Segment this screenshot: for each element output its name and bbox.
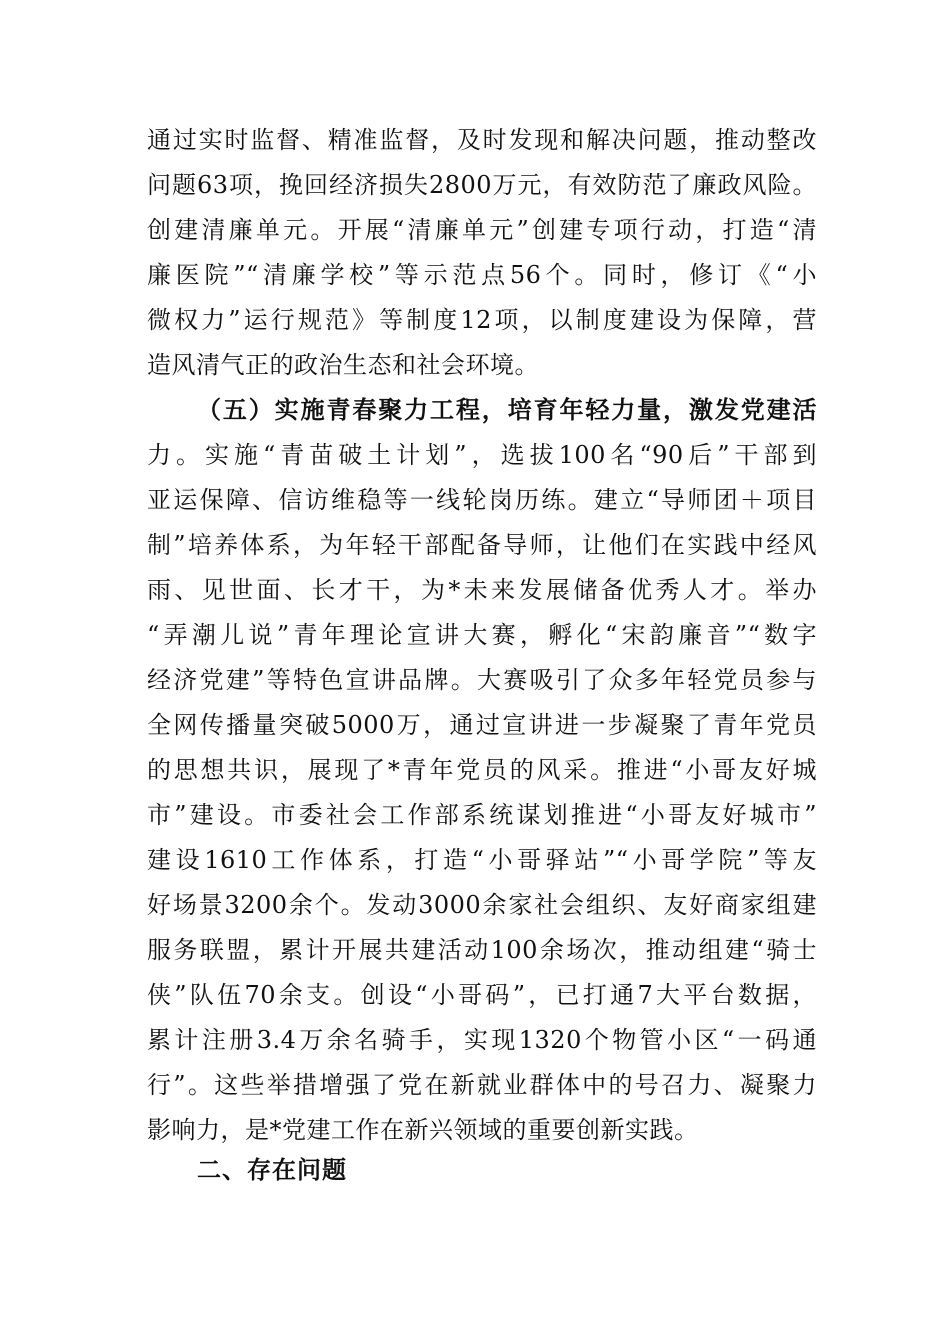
text-line: 服务联盟，累计开展共建活动100余场次，推动组建“骑士 (147, 936, 817, 964)
text-line: 建设1610工作体系，打造“小哥驿站”“小哥学院”等友 (147, 846, 817, 874)
text-line: 的思想共识，展现了*青年党员的风采。推进“小哥友好城 (147, 756, 817, 784)
text-line: 全网传播量突破5000万，通过宣讲进一步凝聚了青年党员 (147, 711, 817, 739)
text-line: “弄潮儿说”青年理论宣讲大赛，孵化“宋韵廉音”“数字 (147, 621, 817, 649)
section-heading: 二、存在问题 (197, 1156, 347, 1184)
text-line: 力。实施“青苗破土计划”，选拔100名“90后”干部到 (147, 441, 817, 469)
text-line: 问题63项，挽回经济损失2800万元，有效防范了廉政风险。 (147, 171, 817, 199)
text-line: 侠”队伍70余支。创设“小哥码”，已打通7大平台数据， (147, 981, 817, 1009)
text-line: 造风清气正的政治生态和社会环境。 (147, 351, 539, 379)
paragraph-lead-heading: （五）实施青春聚力工程，培育年轻力量，激发党建活 (197, 395, 817, 424)
text-line: 创建清廉单元。开展“清廉单元”创建专项行动，打造“清 (147, 216, 817, 244)
text-line: 微权力”运行规范》等制度12项，以制度建设为保障，营 (147, 306, 817, 334)
text-line: 经济党建”等特色宣讲品牌。大赛吸引了众多年轻党员参与 (147, 666, 817, 694)
text-line: 行”。这些举措增强了党在新就业群体中的号召力、凝聚力 (147, 1071, 817, 1099)
text-line: 亚运保障、信访维稳等一线轮岗历练。建立“导师团＋项目 (147, 486, 817, 514)
text-line: 市”建设。市委社会工作部系统谋划推进“小哥友好城市” (147, 801, 817, 829)
text-line: 累计注册3.4万余名骑手，实现1320个物管小区“一码通 (147, 1026, 817, 1054)
text-line: 雨、见世面、长才干，为*未来发展储备优秀人才。举办 (147, 576, 817, 604)
text-line: 通过实时监督、精准监督，及时发现和解决问题，推动整改 (147, 126, 817, 154)
text-line: 影响力，是*党建工作在新兴领域的重要创新实践。 (147, 1116, 699, 1144)
text-line: 制”培养体系，为年轻干部配备导师，让他们在实践中经风 (147, 531, 817, 559)
text-line: 廉医院”“清廉学校”等示范点56个。同时，修订《“小 (147, 261, 817, 289)
text-line: 好场景3200余个。发动3000余家社会组织、友好商家组建 (147, 891, 817, 919)
